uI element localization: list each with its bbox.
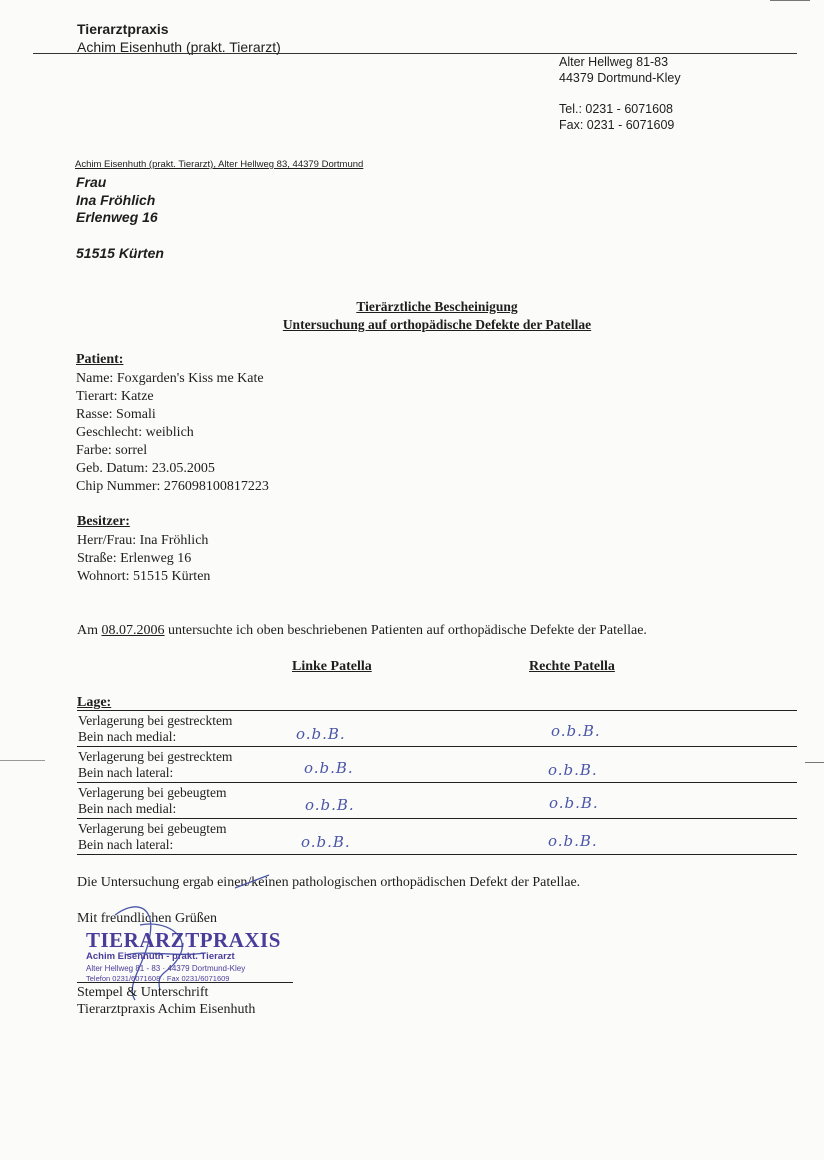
row-label-line: Bein nach medial: [78,801,177,816]
vet-name: Achim Eisenhuth (prakt. Tierarzt) [77,39,281,55]
patient-color: Farbe: sorrel [76,443,148,458]
row-label-line: Verlagerung bei gestrecktem [78,713,233,728]
row-label-line: Bein nach lateral: [78,837,174,852]
handwritten-result: o.b.B. [551,722,601,740]
header-divider [33,53,797,54]
sender-return-line: Achim Eisenhuth (prakt. Tierarzt), Alter Hellweg 83, 44379 Dortmund [75,159,364,170]
handwritten-result: o.b.B. [548,832,598,850]
strike-through-mark [233,872,273,892]
scan-artifact [0,760,45,761]
exam-statement [77,623,647,639]
table-rule [77,818,797,819]
column-left-patella: Linke Patella [292,659,372,674]
scan-artifact [770,0,810,1]
row-label-line: Bein nach medial: [78,729,177,744]
practice-address [559,54,681,133]
phone-number: Tel.: 0231 - 6071608 [559,102,673,116]
owner-details [77,532,210,586]
column-right-patella: Rechte Patella [529,659,615,674]
fax-number: Fax: 0231 - 6071609 [559,118,675,132]
row-label-line: Verlagerung bei gebeugtem [78,821,227,836]
patient-details [76,370,269,496]
stamp-title: TIERARZTPRAXIS [86,928,281,952]
exam-suffix: untersuchte ich oben beschriebenen Patienten auf orthopädische Defekte der Patellae. [168,623,647,638]
table-rule-bottom [77,854,797,855]
handwritten-result: o.b.B. [296,725,346,743]
stamp-signature-label: Stempel & Unterschrift [77,985,209,1000]
owner-city: Wohnort: 51515 Kürten [77,569,211,584]
patient-chip: Chip Nummer: 276098100817223 [76,479,269,494]
table-row-label [78,749,232,781]
row-label-line: Verlagerung bei gebeugtem [78,785,227,800]
address-line-1: Alter Hellweg 81-83 [559,55,669,69]
patient-birthdate: Geb. Datum: 23.05.2005 [76,461,215,476]
handwritten-result: o.b.B. [304,759,354,777]
owner-street: Straße: Erlenweg 16 [77,551,192,566]
exam-date: 08.07.2006 [101,623,165,638]
table-rule [77,746,797,747]
table-rule-top [77,710,797,711]
signature-line [77,982,293,983]
row-label-line: Verlagerung bei gestrecktem [78,749,233,764]
practice-name: Tierarztpraxis [77,21,169,37]
recipient-city: 51515 Kürten [76,245,164,261]
document-subtitle: Untersuchung auf orthopädische Defekte der Patellae [282,317,592,332]
stamp-phone: Telefon 0231/6071608 · Fax 0231/6071609 [86,974,230,983]
address-line-2: 44379 Dortmund-Kley [559,71,681,85]
table-row-label [78,713,232,745]
recipient-name: Ina Fröhlich [76,191,156,208]
owner-heading: Besitzer: [77,514,130,529]
table-row-label [78,821,226,853]
patient-heading: Patient: [76,352,124,367]
patient-species: Tierart: Katze [76,389,154,404]
owner-name: Herr/Frau: Ina Fröhlich [77,533,209,548]
table-row-label [78,785,226,817]
table-rule [77,782,797,783]
recipient-street: Erlenweg 16 [76,209,158,225]
practice-stamp [86,928,281,983]
signer-name: Tierarztpraxis Achim Eisenhuth [77,1002,256,1017]
section-lage: Lage: [77,695,112,710]
handwritten-result: o.b.B. [305,796,355,814]
row-label-line: Bein nach lateral: [78,765,174,780]
stamp-subtitle: Achim Eisenhuth - prakt. Tierarzt [86,951,235,962]
exam-prefix: Am [77,623,98,638]
scan-artifact [805,762,824,763]
recipient-block [76,174,158,227]
patient-sex: Geschlecht: weiblich [76,425,194,440]
handwritten-result: o.b.B. [549,794,599,812]
result-statement: Die Untersuchung ergab einen/keinen pathologischen orthopädischen Defekt der Patellae. [77,875,581,890]
patient-name: Name: Foxgarden's Kiss me Kate [76,371,264,386]
patient-breed: Rasse: Somali [76,407,156,422]
recipient-salutation: Frau [76,174,107,190]
document-title: Tierärztliche Bescheinigung [356,299,518,314]
closing-greeting: Mit freundlichen Grüßen [77,911,217,926]
handwritten-result: o.b.B. [548,761,598,779]
handwritten-result: o.b.B. [301,833,351,851]
stamp-address: Alter Hellweg 81 - 83 · 44379 Dortmund-Kley [86,964,246,973]
